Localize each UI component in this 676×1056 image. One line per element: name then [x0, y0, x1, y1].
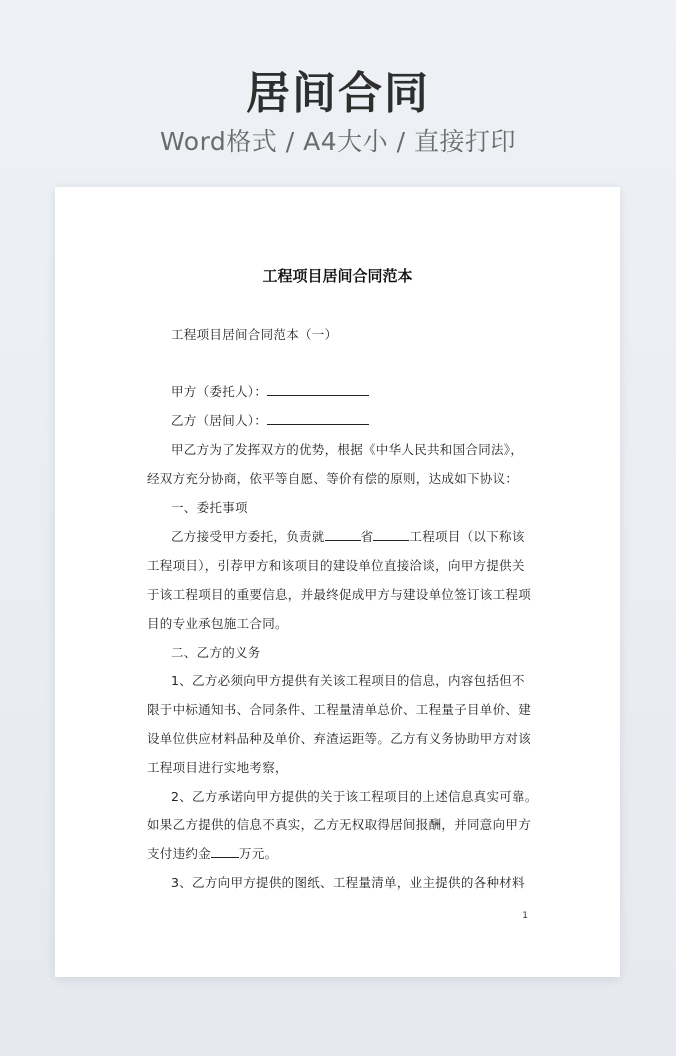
clause-2-text: 万元。 [239, 846, 278, 861]
promo-subtitle: Word格式 / A4大小 / 直接打印 [160, 127, 516, 156]
section-1-text: 省 [360, 529, 374, 544]
intro-line: 甲乙方为了发挥双方的优势，根据《中华人民共和国合同法》， [171, 442, 524, 457]
promo-title: 居间合同 [246, 68, 430, 119]
party-b-line [171, 411, 556, 429]
section-1-text: 工程项目（以下称该 [409, 529, 525, 544]
penalty-blank [211, 845, 239, 858]
section-1-line: 工程项目），引荐甲方和该项目的建设单位直接洽谈，向甲方提供关 [147, 558, 525, 573]
project-blank [373, 528, 409, 541]
document-page [55, 187, 620, 977]
clause-2-text: 支付违约金 [147, 846, 212, 861]
document-title: 工程项目居间合同范本 [262, 267, 413, 285]
party-b-blank [267, 412, 369, 425]
page-number: 1 [522, 911, 528, 921]
section-2-title: 二、乙方的义务 [171, 645, 261, 660]
clause-3-line: 3、乙方向甲方提供的图纸、工程量清单，业主提供的各种材料 [171, 875, 525, 890]
party-b-label: 乙方（居间人）： [171, 413, 268, 428]
clause-1-line: 设单位供应材料品种及单价、弃渣运距等。乙方有义务协助甲方对该 [147, 731, 532, 746]
intro-line: 经双方充分协商，依平等自愿、等价有偿的原则，达成如下协议： [147, 471, 519, 486]
clause-2-line: 2、乙方承诺向甲方提供的关于该工程项目的上述信息真实可靠。 [171, 789, 538, 804]
section-1-line [171, 527, 556, 545]
clause-1-line: 1、乙方必须向甲方提供有关该工程项目的信息，内容包括但不 [171, 673, 525, 688]
section-1-line: 于该工程项目的重要信息，并最终促成甲方与建设单位签订该工程项 [147, 587, 532, 602]
promo-header [0, 66, 676, 158]
section-1-title: 一、委托事项 [171, 500, 248, 515]
party-a-line [171, 382, 556, 400]
section-1-line: 目的专业承包施工合同。 [147, 616, 288, 631]
clause-2-line [147, 844, 532, 862]
clause-1-line: 工程项目进行实地考察， [147, 760, 288, 775]
clause-2-line: 如果乙方提供的信息不真实，乙方无权取得居间报酬，并同意向甲方 [147, 817, 532, 832]
party-a-label: 甲方（委托人）： [171, 384, 268, 399]
section-1-text: 乙方接受甲方委托，负责就 [171, 529, 325, 544]
party-a-blank [267, 383, 369, 396]
clause-1-line: 限于中标通知书、合同条件、工程量清单总价、工程量子目单价、建 [147, 702, 532, 717]
section-heading: 工程项目居间合同范本（一） [171, 327, 338, 342]
province-blank [325, 528, 361, 541]
